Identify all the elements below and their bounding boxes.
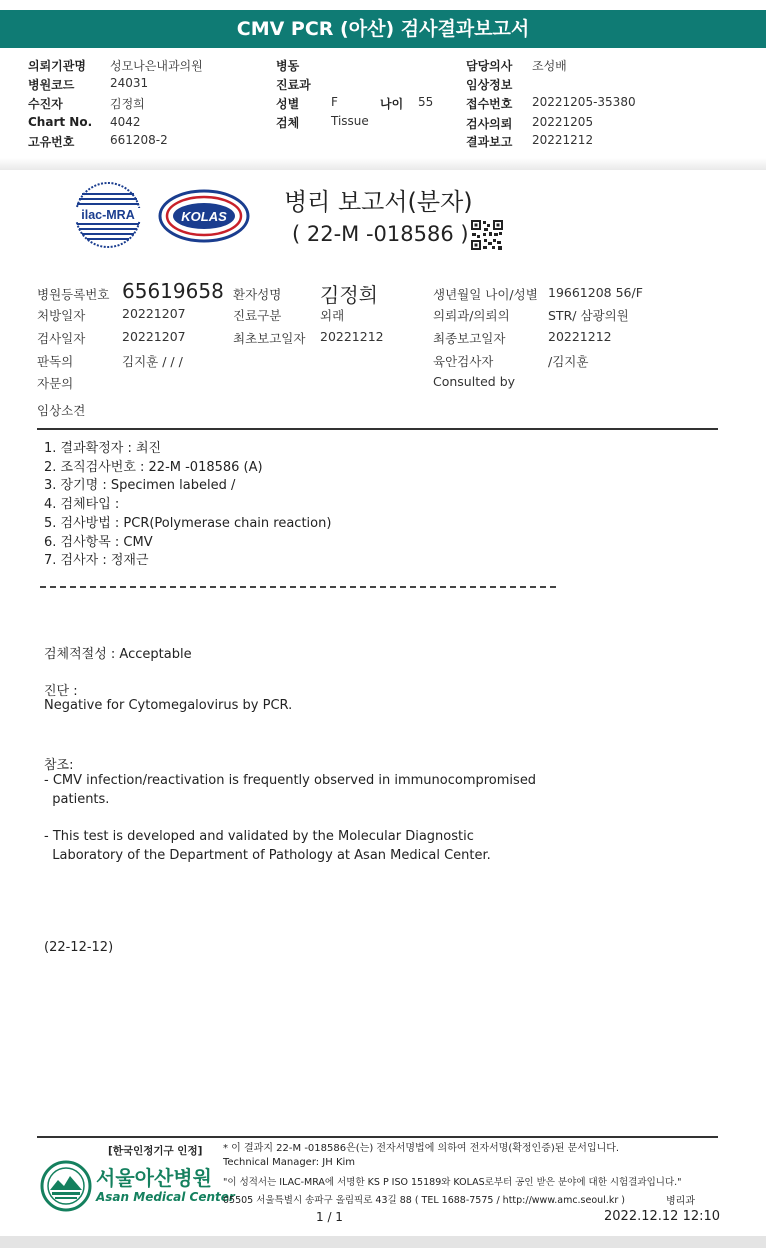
rx-label: 처방일자 xyxy=(37,308,86,323)
accreditation-statement: "이 성적서는 ILAC-MRA에 서명한 KS P ISO 15189와 KOLAS로부터 공인 받은 분야에 대한 시험결과입니다." xyxy=(223,1177,682,1188)
dashed-divider xyxy=(40,586,556,588)
hospital-name-ko: 서울아산병원 xyxy=(96,1166,212,1190)
section-divider xyxy=(37,428,718,430)
patient-label: 수진자 xyxy=(28,97,63,111)
footer-divider xyxy=(37,1136,718,1138)
visit-value: 외래 xyxy=(320,308,345,323)
chart-label: Chart No. xyxy=(28,115,93,129)
cert-label: [한국인정기구 인정] xyxy=(108,1145,203,1157)
request-value: 20221205 xyxy=(532,115,594,129)
department-name: 병리과 xyxy=(666,1196,695,1207)
signature-date: (22-12-12) xyxy=(44,940,114,955)
doctor-label: 담당의사 xyxy=(466,59,513,73)
dob-label: 생년월일 나이/성별 xyxy=(433,287,538,302)
print-timestamp: 2022.12.12 12:10 xyxy=(604,1209,721,1224)
uid-label: 고유번호 xyxy=(28,135,75,149)
hospital-address: 05505 서울특별시 송파구 올림픽로 43길 88 ( TEL 1688-7575 / http://www.amc.seoul.kr ) xyxy=(223,1195,625,1206)
visit-label: 진료구분 xyxy=(233,308,282,323)
asan-emblem-icon xyxy=(40,1160,92,1212)
final-report-label: 최종보고일자 xyxy=(433,331,506,346)
kolas-logo xyxy=(158,189,250,243)
diagnosis-value: Negative for Cytomegalovirus by PCR. xyxy=(44,698,293,713)
age-label: 나이 xyxy=(380,97,404,111)
sex-label: 성별 xyxy=(276,97,300,111)
refdept-value: STR/ 삼광의원 xyxy=(548,308,629,323)
chart-value: 4042 xyxy=(110,115,141,129)
dept-label: 진료과 xyxy=(276,78,311,92)
sex-value: F xyxy=(331,95,338,109)
refdept-label: 의뢰과/의뢰의 xyxy=(433,308,510,323)
name-value: 김정희 xyxy=(320,283,378,307)
name-label: 환자성명 xyxy=(233,287,282,302)
hospital-label: 의뢰기관명 xyxy=(28,59,86,73)
ward-label: 병동 xyxy=(276,59,300,73)
reader-value: 김지훈 / / / xyxy=(122,354,183,369)
code-value: 24031 xyxy=(110,76,149,90)
notes-label: 참조: xyxy=(44,758,74,773)
final-report-value: 20221212 xyxy=(548,329,612,344)
diagnosis-label: 진단 : xyxy=(44,684,78,699)
esign-statement: * 이 결과지 22-M -018586은(는) 전자서명법에 의하여 전자서명(확정인증)된 문서입니다. xyxy=(223,1143,620,1154)
technical-manager: Technical Manager: JH Kim xyxy=(223,1157,356,1168)
visual-value: /김지훈 xyxy=(548,354,589,369)
note-1-line-1: - CMV infection/reactivation is frequently observed in immunocompromised xyxy=(44,773,537,788)
specimen-value: Tissue xyxy=(331,114,369,128)
header-divider-shade xyxy=(0,158,766,170)
age-value: 55 xyxy=(418,95,434,109)
list-item: 5. 검사방법 : PCR(Polymerase chain reaction) xyxy=(44,516,332,531)
note-1-line-2: patients. xyxy=(44,792,110,807)
note-2-line-1: - This test is developed and validated by the Molecular Diagnostic xyxy=(44,829,474,844)
adequacy-text: 검체적절성 : Acceptable xyxy=(44,647,192,662)
uid-value: 661208-2 xyxy=(110,133,168,147)
reg-label: 병원등록번호 xyxy=(37,287,110,302)
request-label: 검사의뢰 xyxy=(466,117,513,131)
list-item: 1. 결과확정자 : 최진 xyxy=(44,441,162,456)
consult-label: 자문의 xyxy=(37,376,74,391)
doctor-value: 조성배 xyxy=(532,59,567,73)
exam-value: 20221207 xyxy=(122,329,186,344)
ilac-mra-logo xyxy=(72,181,144,249)
bottom-bar xyxy=(0,1236,766,1248)
specimen-label: 검체 xyxy=(276,116,300,130)
list-item: 2. 조직검사번호 : 22-M -018586 (A) xyxy=(44,460,263,475)
result-report-label: 결과보고 xyxy=(466,135,513,149)
note-2-line-2: Laboratory of the Department of Pathology at Asan Medical Center. xyxy=(44,848,491,863)
first-report-label: 최초보고일자 xyxy=(233,331,306,346)
report-number: ( 22-M -018586 ) xyxy=(292,222,469,246)
reader-label: 판독의 xyxy=(37,354,74,369)
qr-code-icon xyxy=(471,220,503,250)
ilac-logo-text: ilac-MRA xyxy=(81,208,135,222)
consult-value: Consulted by xyxy=(433,374,516,389)
visual-label: 육안검사자 xyxy=(433,354,494,369)
receipt-label: 접수번호 xyxy=(466,97,513,111)
list-item: 4. 검체타입 : xyxy=(44,497,120,512)
hospital-value: 성모나은내과의원 xyxy=(110,59,203,73)
hospital-name-en: Asan Medical Center xyxy=(96,1190,235,1204)
exam-label: 검사일자 xyxy=(37,331,86,346)
patient-value: 김정희 xyxy=(110,97,145,111)
clinical-info-label: 임상정보 xyxy=(466,78,513,92)
report-title: CMV PCR (아산) 검사결과보고서 xyxy=(0,10,766,48)
dob-value: 19661208 56/F xyxy=(548,285,643,300)
code-label: 병원코드 xyxy=(28,78,75,92)
kolas-logo-text: KOLAS xyxy=(181,209,227,224)
receipt-value: 20221205-35380 xyxy=(532,95,636,109)
list-item: 7. 검사자 : 정재근 xyxy=(44,553,149,568)
result-report-value: 20221212 xyxy=(532,133,594,147)
list-item: 6. 검사항목 : CMV xyxy=(44,535,153,550)
report-heading: 병리 보고서(분자) xyxy=(284,188,473,216)
page-number: 1 / 1 xyxy=(316,1210,343,1224)
list-item: 3. 장기명 : Specimen labeled / xyxy=(44,478,236,493)
rx-value: 20221207 xyxy=(122,306,186,321)
reg-value: 65619658 xyxy=(122,279,224,303)
clinical-findings-label: 임상소견 xyxy=(37,403,86,418)
first-report-value: 20221212 xyxy=(320,329,384,344)
